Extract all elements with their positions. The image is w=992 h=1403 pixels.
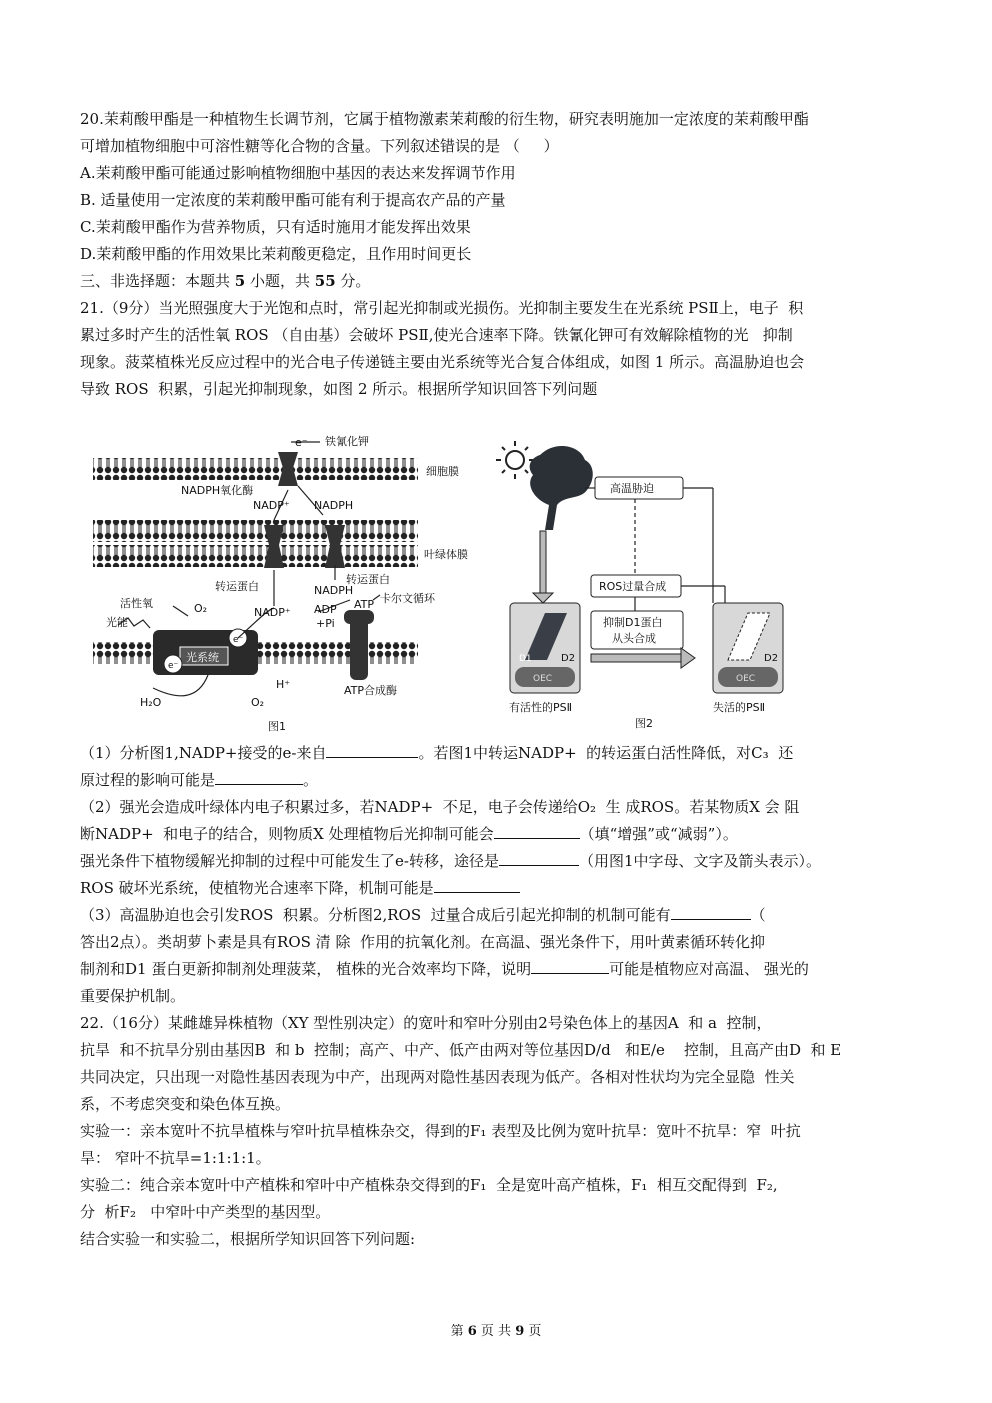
q22-line8: 分 析F₂ 中窄叶中产类型的基因型。 <box>80 1203 331 1221</box>
fig2-label-d2-right: D2 <box>764 653 779 664</box>
figure-2 <box>495 435 785 735</box>
cell-membrane-bilayer <box>93 458 418 480</box>
fig1-label-h-plus: H⁺ <box>276 678 291 691</box>
fig1-label-photosystem: 光系统 <box>186 651 219 664</box>
fig2-label-oec-right: OEC <box>736 674 756 684</box>
q20-option-b: B. 适量使用一定浓度的茉莉酸甲酯可能有利于提高农产品的产量 <box>80 191 506 209</box>
fig2-label-inactive-psii: 失活的PSⅡ <box>713 701 766 714</box>
figure-1 <box>88 430 488 735</box>
fig1-label-o2-bottom: O₂ <box>251 696 265 709</box>
fig2-label-oec-left: OEC <box>533 674 553 684</box>
fig1-label-atp: ATP <box>354 598 375 611</box>
fig1-label-ferricyanide: 铁氰化钾 <box>325 435 369 448</box>
q21-part3-line4: 重要保护机制。 <box>80 987 186 1005</box>
q21-line1: 21.（9分）当光照强度大于光饱和点时，常引起光抑制或光损伤。光抑制主要发生在光系统 PSⅡ上，电子 积 <box>80 299 804 317</box>
page-number: 6 <box>467 1324 477 1339</box>
fig1-label-transporter-right: 转运蛋白 <box>346 573 390 586</box>
fig1-label-light: 光能 <box>106 616 128 629</box>
q20-option-c: C.茉莉酸甲酯作为营养物质，只有适时施用才能发挥出效果 <box>80 218 471 236</box>
q20-stem-line2: 可增加植物细胞中可溶性糖等化合物的含量。下列叙述错误的是 （ ） <box>80 137 559 155</box>
q22-line6: 旱： 窄叶不抗旱=1:1:1:1。 <box>80 1149 271 1167</box>
fig1-label-transporter-left: 转运蛋白 <box>215 580 259 593</box>
q21-part3-line1: （3）高温胁迫也会引发ROS 积累。分析图2,ROS 过量合成后引起光抑制的机制可能有 （ <box>80 902 922 929</box>
fig2-label-active-psii: 有活性的PSⅡ <box>509 701 573 714</box>
chloroplast-inner-membrane <box>93 545 418 567</box>
answer-blank[interactable] <box>326 741 418 758</box>
fig2-caption: 图2 <box>635 717 653 730</box>
q21-part1-line2: 原过程的影响可能是 。 <box>80 767 922 794</box>
fig1-label-o2-top: O₂ <box>194 602 208 615</box>
fig1-label-atp-synthase: ATP合成酶 <box>344 684 398 697</box>
q20-stem-line1: 20.茉莉酸甲酯是一种植物生长调节剂，它属于植物激素茉莉酸的衍生物，研究表明施加一定浓度的茉莉酸甲酯 <box>80 110 809 128</box>
fig1-label-pi: +Pi <box>316 617 335 630</box>
q21-part2-line1: （2）强光会造成叶绿体内电子积累过多，若NADP+ 不足，电子会传递给O₂ 生 成ROS。若某物质X 会 阻 <box>80 798 800 816</box>
fig1-label-chloroplast-membrane: 叶绿体膜 <box>424 548 468 561</box>
fig2-label-inhibit-line1: 抑制D1蛋白 <box>603 616 663 629</box>
q21-part2-line4: ROS 破坏光系统，使植物光合速率下降，机制可能是 <box>80 875 922 902</box>
q21-part2-line3: 强光条件下植物缓解光抑制的过程中可能发生了e-转移，途径是 （用图1中字母、文字及箭头表示）。 <box>80 848 922 875</box>
page-total: 9 <box>515 1324 525 1339</box>
plant-leaf-icon <box>530 446 593 530</box>
q22-line5: 实验一：亲本宽叶不抗旱植株与窄叶抗旱植株杂交，得到的F₁ 表型及比例为宽叶抗旱：宽叶不抗旱：窄 叶抗 <box>80 1122 801 1140</box>
q21-part1-line1: （1）分析图1,NADP+接受的e-来自 。若图1中转运NADP+ 的转运蛋白活性降低，对C₃ 还 <box>80 740 922 767</box>
q21-line4: 导致 ROS 积累，引起光抑制现象，如图 2 所示。根据所学知识回答下列问题 <box>80 380 598 398</box>
question-21-parts <box>80 740 922 1253</box>
answer-blank[interactable] <box>434 876 520 893</box>
fig2-label-d1: D1 <box>519 654 532 664</box>
q21-part3-line3: 制剂和D1 蛋白更新抑制剂处理菠菜， 植株的光合效率均下降，说明 可能是植物应对高温、 强光的 <box>80 956 922 983</box>
fig1-label-nadp-mid: NADP⁺ <box>254 606 291 619</box>
q20-option-d: D.茉莉酸甲酯的作用效果比茉莉酸更稳定，且作用时间更长 <box>80 245 472 263</box>
sun-icon <box>506 451 524 469</box>
q21-line2: 累过多时产生的活性氧 ROS （自由基）会破坏 PSⅡ,使光合速率下降。铁氰化钾可有效解除植物的光 抑制 <box>80 326 793 344</box>
fig2-label-d2-left: D2 <box>561 653 576 664</box>
q21-part2-line2: 断NADP+ 和电子的结合，则物质X 处理植物后光抑制可能会 （填“增强”或“减弱”）。 <box>80 821 922 848</box>
fig1-label-calvin-cycle: 卡尔文循环 <box>380 592 435 605</box>
fig1-label-nadph-oxidase: NADPH氧化酶 <box>181 484 254 497</box>
page-footer: 第 6 页 共 9 页 <box>450 1324 542 1339</box>
q22-line4: 系，不考虑突变和染色体互换。 <box>80 1095 291 1113</box>
fig1-label-e-minus: e⁻ <box>295 436 308 449</box>
fig1-label-ros: 活性氧 <box>120 597 153 610</box>
fig1-label-nadph-top: NADPH <box>314 499 354 512</box>
answer-blank[interactable] <box>499 849 579 866</box>
q22-line2: 抗旱 和不抗旱分别由基因B 和 b 控制；高产、中产、低产由两对等位基因D/d 和E/e 控制，且高产由D 和 E <box>80 1041 842 1059</box>
fig1-label-h2o: H₂O <box>140 696 162 709</box>
fig1-label-cell-membrane: 细胞膜 <box>426 465 459 478</box>
q21-part3-line2: 答出2点）。类胡萝卜素是具有ROS 清 除 作用的抗氧化剂。在高温、强光条件下，用叶黄素循环转化抑 <box>80 933 765 951</box>
fig1-label-adp: ADP <box>314 603 337 616</box>
question-20 <box>80 106 922 403</box>
q22-line7: 实验二：纯合亲本宽叶中产植株和窄叶中产植株杂交得到的F₁ 全是宽叶高产植株，F₁ 相互交配得到 F₂, <box>80 1176 778 1194</box>
answer-blank[interactable] <box>531 957 609 974</box>
fig2-label-inhibit-line2: 从头合成 <box>612 632 656 645</box>
fig1-label-e1: e⁻ <box>233 635 244 645</box>
fig1-caption: 图1 <box>268 720 286 733</box>
q22-line9: 结合实验一和实验二，根据所学知识回答下列问题: <box>80 1230 416 1248</box>
answer-blank[interactable] <box>671 903 751 920</box>
atp-synthase-protein <box>350 615 368 680</box>
fig1-label-nadp-top: NADP⁺ <box>253 499 290 512</box>
answer-blank[interactable] <box>215 768 303 785</box>
fig1-label-nadph-mid: NADPH <box>314 584 354 597</box>
q21-line3: 现象。菠菜植株光反应过程中的光合电子传递链主要由光系统等光合复合体组成，如图 1 所示。高温胁迫也会 <box>80 353 805 371</box>
q22-line1: 22.（16分）某雌雄异株植物（XY 型性别决定）的宽叶和窄叶分别由2号染色体上的基因A 和 a 控制， <box>80 1014 772 1032</box>
fig2-label-heat-stress: 高温胁迫 <box>610 482 654 495</box>
answer-blank[interactable] <box>494 822 580 839</box>
fig1-label-e2: e⁻ <box>168 661 179 671</box>
section-3-heading: 三、非选择题：本题共 5 小题，共 55 分。 <box>80 272 371 290</box>
fig2-label-ros-over: ROS过量合成 <box>599 580 667 593</box>
chloroplast-outer-membrane <box>93 520 418 542</box>
q20-option-a: A.茉莉酸甲酯可能通过影响植物细胞中基因的表达来发挥调节作用 <box>80 164 516 182</box>
q22-line3: 共同决定，只出现一对隐性基因表现为中产，出现两对隐性基因表现为低产。各相对性状均为完全显隐 性关 <box>80 1068 795 1086</box>
